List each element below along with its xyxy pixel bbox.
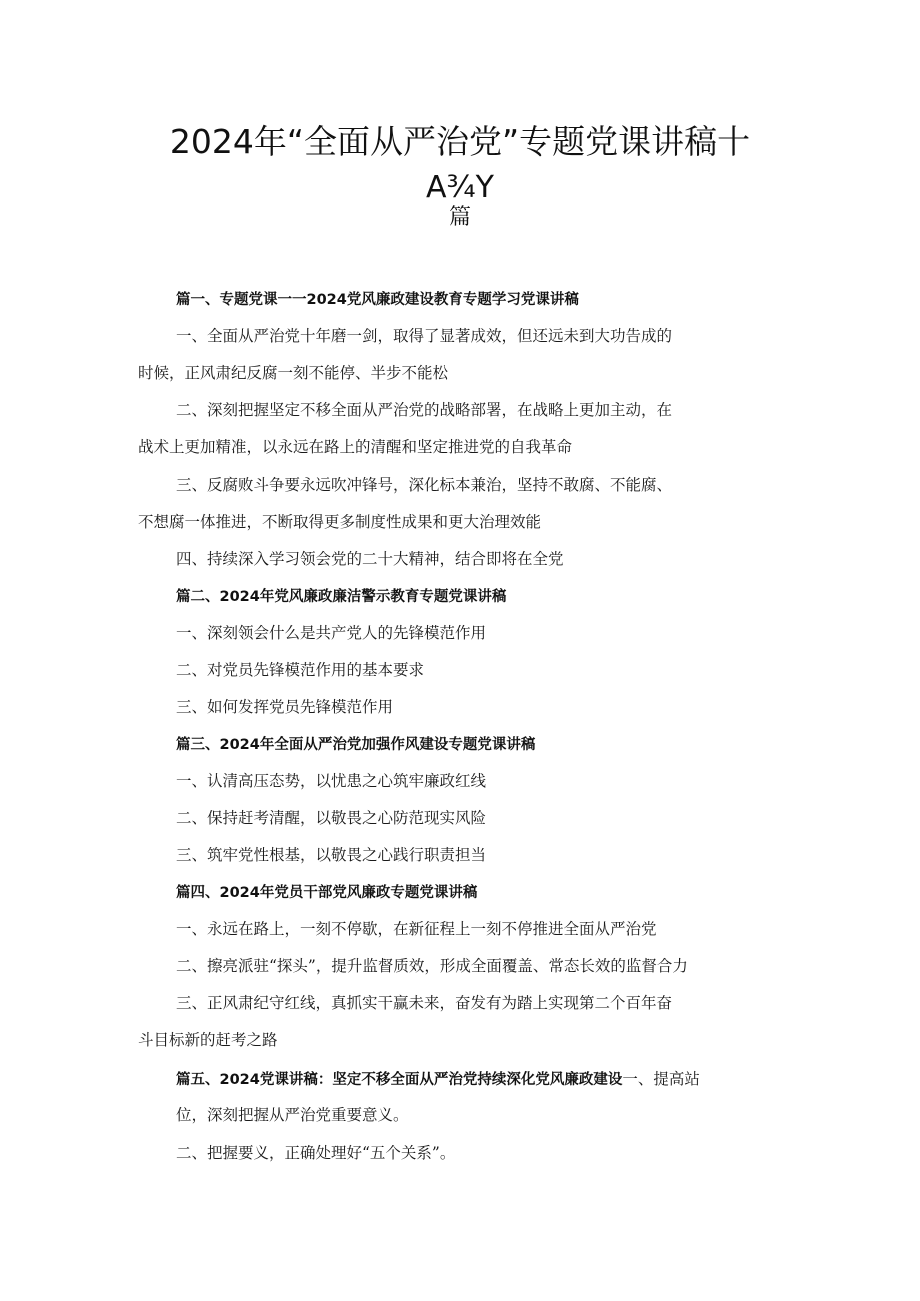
body-line: 位，深刻把握从严治党重要意义。 <box>176 1106 409 1124</box>
body-line: 一、永远在路上，一刻不停歇，在新征程上一刻不停推进全面从严治党 <box>176 920 657 938</box>
section-heading-3: 篇三、2024年全面从严治党加强作风建设专题党课讲稿 <box>176 737 536 753</box>
body-line: 四、持续深入学习领会党的二十大精神，结合即将在全党 <box>176 550 564 568</box>
body-line: 战术上更加精准，以永远在路上的清醒和坚定推进党的自我革命 <box>138 438 573 456</box>
body-line: 二、保持赶考清醒，以敬畏之心防范现实风险 <box>176 809 487 827</box>
section-heading-2: 篇二、2024年党风廉政廉洁警示教育专题党课讲稿 <box>176 589 507 605</box>
body-inline-text: 一、提高站 <box>622 1070 700 1088</box>
document-title-garbled: A¾Y <box>426 170 494 205</box>
body-line: 一、深刻领会什么是共产党人的先锋模范作用 <box>176 624 487 642</box>
body-line: 二、对党员先锋模范作用的基本要求 <box>176 661 425 679</box>
section-heading-5: 篇五、2024党课讲稿：坚定不移全面从严治党持续深化党风廉政建设 <box>176 1072 623 1088</box>
section-heading-4: 篇四、2024年党员干部党风廉政专题党课讲稿 <box>176 885 478 901</box>
body-line: 二、深刻把握坚定不移全面从严治党的战略部署，在战略上更加主动，在 <box>176 401 673 419</box>
section-heading-5-line <box>176 1067 700 1089</box>
section-heading-1: 篇一、专题党课一一2024党风廉政建设教育专题学习党课讲稿 <box>176 292 579 308</box>
body-line: 时候，正风肃纪反腐一刻不能停、半步不能松 <box>138 364 449 382</box>
body-line: 斗目标新的赶考之路 <box>138 1031 278 1049</box>
body-line: 一、全面从严治党十年磨一剑，取得了显著成效，但还远未到大功告成的 <box>176 327 673 345</box>
body-line: 不想腐一体推进，不断取得更多制度性成果和更大治理效能 <box>138 513 542 531</box>
body-line: 三、反腐败斗争要永远吹冲锋号，深化标本兼治，坚持不敢腐、不能腐、 <box>176 476 673 494</box>
body-line: 一、认清高压态势，以忧患之心筑牢廉政红线 <box>176 772 487 790</box>
document-title-end: 篇 <box>448 205 471 230</box>
body-line: 三、正风肃纪守红线，真抓实干赢未来，奋发有为踏上实现第二个百年奋 <box>176 994 673 1012</box>
body-line: 三、筑牢党性根基，以敬畏之心践行职责担当 <box>176 846 487 864</box>
document-title: 2024年“全面从严治党”专题党课讲稿十 <box>169 122 751 161</box>
body-line: 二、把握要义，正确处理好“五个关系”。 <box>176 1144 456 1162</box>
body-line: 三、如何发挥党员先锋模范作用 <box>176 698 394 716</box>
body-line: 二、擦亮派驻“探头”，提升监督质效，形成全面覆盖、常态长效的监督合力 <box>176 957 688 975</box>
